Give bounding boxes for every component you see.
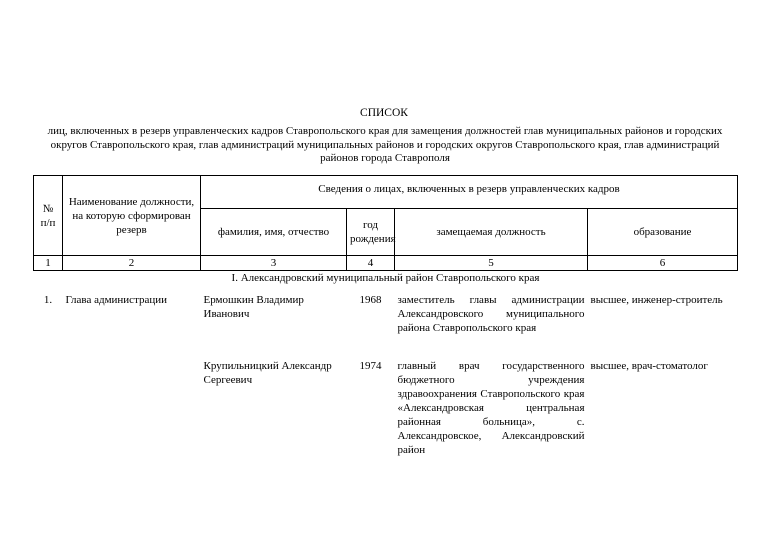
col-number: 4 (347, 256, 395, 271)
row-fio: Крупильницкий Александр Сергеевич (203, 359, 332, 386)
header-group: Сведения о лицах, включенных в резерв управленческих кадров (201, 176, 738, 209)
header-education: образование (588, 209, 738, 256)
row-fio: Ермошкин Владимир Иванович (203, 293, 304, 320)
header-fio: фамилия, имя, отчество (201, 209, 347, 256)
col-number: 1 (34, 256, 63, 271)
row-position: Глава администрации (65, 293, 168, 306)
column-numbers-row (34, 256, 738, 271)
header-current: замещаемая должность (395, 209, 588, 256)
header-num: № п/п (34, 176, 63, 256)
header-position: Наименование должности, на которую сформирован резерв (63, 176, 201, 256)
header-year: год рождения (347, 209, 395, 256)
row-education: высшее, врач-стоматолог (590, 359, 708, 372)
col-number: 5 (395, 256, 588, 271)
row-current-position: заместитель главы администрации Александровского муниципального района Ставропольского края (397, 293, 585, 334)
row-num: 1. (43, 293, 53, 306)
row-year: 1968 (359, 293, 382, 306)
col-number: 6 (588, 256, 738, 271)
reserve-table (33, 175, 738, 457)
row-year: 1974 (359, 359, 382, 372)
row-education: высшее, инженер-строитель (590, 293, 723, 306)
col-number: 3 (201, 256, 347, 271)
row-num (34, 359, 63, 457)
document-title: СПИСОК (360, 107, 408, 119)
row-current-position: главный врач государственного бюджетного учреждения здравоохранения Ставропольского края «Александровская центральная районная больница», с. Александровское, Александровский район (397, 359, 585, 456)
col-number: 2 (63, 256, 201, 271)
section-heading: I. Александровский муниципальный район Ставропольского края (231, 272, 540, 284)
table-row (34, 293, 738, 335)
row-position (63, 359, 201, 457)
table-row (34, 359, 738, 457)
document-subtitle: лиц, включенных в резерв управленческих кадров Ставропольского края для замещения должностей глав муниципальных районов и городских округов Ставропольского края, глав администраций муниципальных районов и городских округов Ставропольского края, глав администраций районов города Ставрополя (47, 125, 723, 164)
